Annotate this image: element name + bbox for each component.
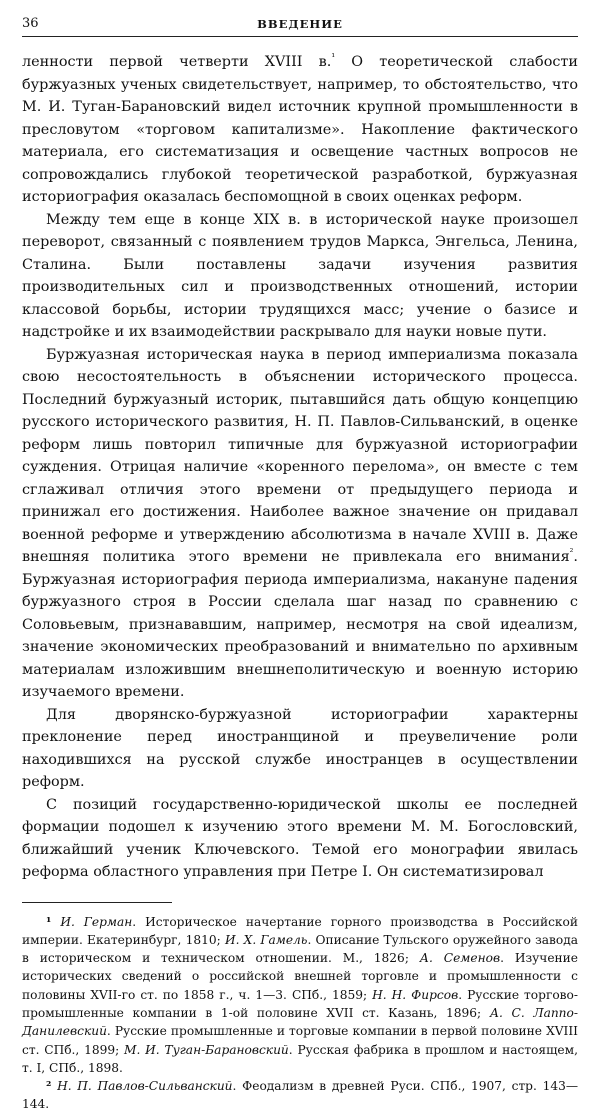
footnote-ref-1: ¹ [331,52,336,64]
page-header [22,14,578,37]
paragraph-4: Для дворянско-буржуазной историографии характерны преклонение перед иностранщиной и преувеличение роли находившихся на русской службе иностранцев в осуществлении реформ. [22,706,578,790]
footnotes [22,913,578,1114]
footnote-ref-2: ² [569,547,574,559]
paragraph-2: Между тем еще в конце XIX в. в исторической науке произошел переворот, связанный с появлением трудов Маркса, Энгельса, Ленина, Сталина. Были поставлены задачи изучения развития производительных сил и производственных отношений, истории классовой борьбы, истории трудящихся масс; учение о базисе и надстройке и их взаимодействии раскрывало для науки новые пути. [22,211,578,340]
page-number: 36 [22,16,39,31]
footnote-1: ¹ И. Герман. Историческое начертание горного производства в Российской империи. Екатеринбург, 1810; И. Х. Гамель. Описание Тульского оружейного завода в историческом и техническом отношении. М., 1826; А. Семенов. Изучение исторических сведений о российской внешней торговле и промышленности с половины XVII-го ст. по 1858 г., ч. 1—3. СПб., 1859; Н. Н. Фирсов. Русские торгово-промышленные компании в 1-ой половине XVII ст. Казань, 1896; А. С. Лаппо-Данилевский. Русские промышленные и торговые компании в первой половине XVIII ст. СПб., 1899; М. И. Туган-Барановский. Русская фабрика в прошлом и настоящем, т. I, СПб., 1898. [22,914,579,1075]
body-text [22,51,578,884]
footnote-2: ² Н. П. Павлов-Сильванский. Феодализм в древней Руси. СПб., 1907, стр. 143—144. [22,1079,579,1112]
paragraph-3: Буржуазная историческая наука в период империализма показала свою несостоятельность в объяснении исторического процесса. Последний буржуазный историк, пытавшийся дать общую концепцию русского исторического развития, Н. П. Павлов-Сильванский, в оценке реформ лишь повторил типичные для буржуазной историографии суждения. Отрицая наличие «коренного перелома», он вместе с тем сглаживал отличия этого времени от предыдущего периода и принижал его достижения. Наиболее важное значение он придавал военной реформе и утверждению абсолютизма в начале XVIII в. Даже внешняя политика этого времени не привлекала его внимания$^{^2}$. Буржуазная историография периода империализма, накануне падения буржуазного строя в России сделала шаг назад по сравнению с Соловьевым, признававшим, например, несмотря на свой идеализм, значение экономических преобразований и внимательно по архивным материалам изложившим внешнеполитическую и военную историю изучаемого времени. [22,346,578,700]
paragraph-5: С позиций государственно-юридической школы ее последней формации подошел к изучению этого времени М. М. Богословский, ближайший ученик Ключевского. Темой его монографии явилась реформа областного управления при Петре I. Он систематизировал [22,796,578,880]
paragraph-1: ленности первой четверти XVIII в.$^{^1}$ О теоретической слабости буржуазных ученых свидетельствует, например, то обстоятельство, что М. И. Туган-Барановский видел источник крупной промышленности в пресловутом «торговом капитализме». Накопление фактического материала, его систематизация и освещение частных вопросов не сопровождались глубокой теоретической разработкой, буржуазная историография оказалась беспомощной в своих оценках реформ. [22,52,578,205]
book-page [22,14,579,1112]
running-title: ВВЕДЕНИЕ [257,17,343,31]
footnote-rule [22,902,172,903]
